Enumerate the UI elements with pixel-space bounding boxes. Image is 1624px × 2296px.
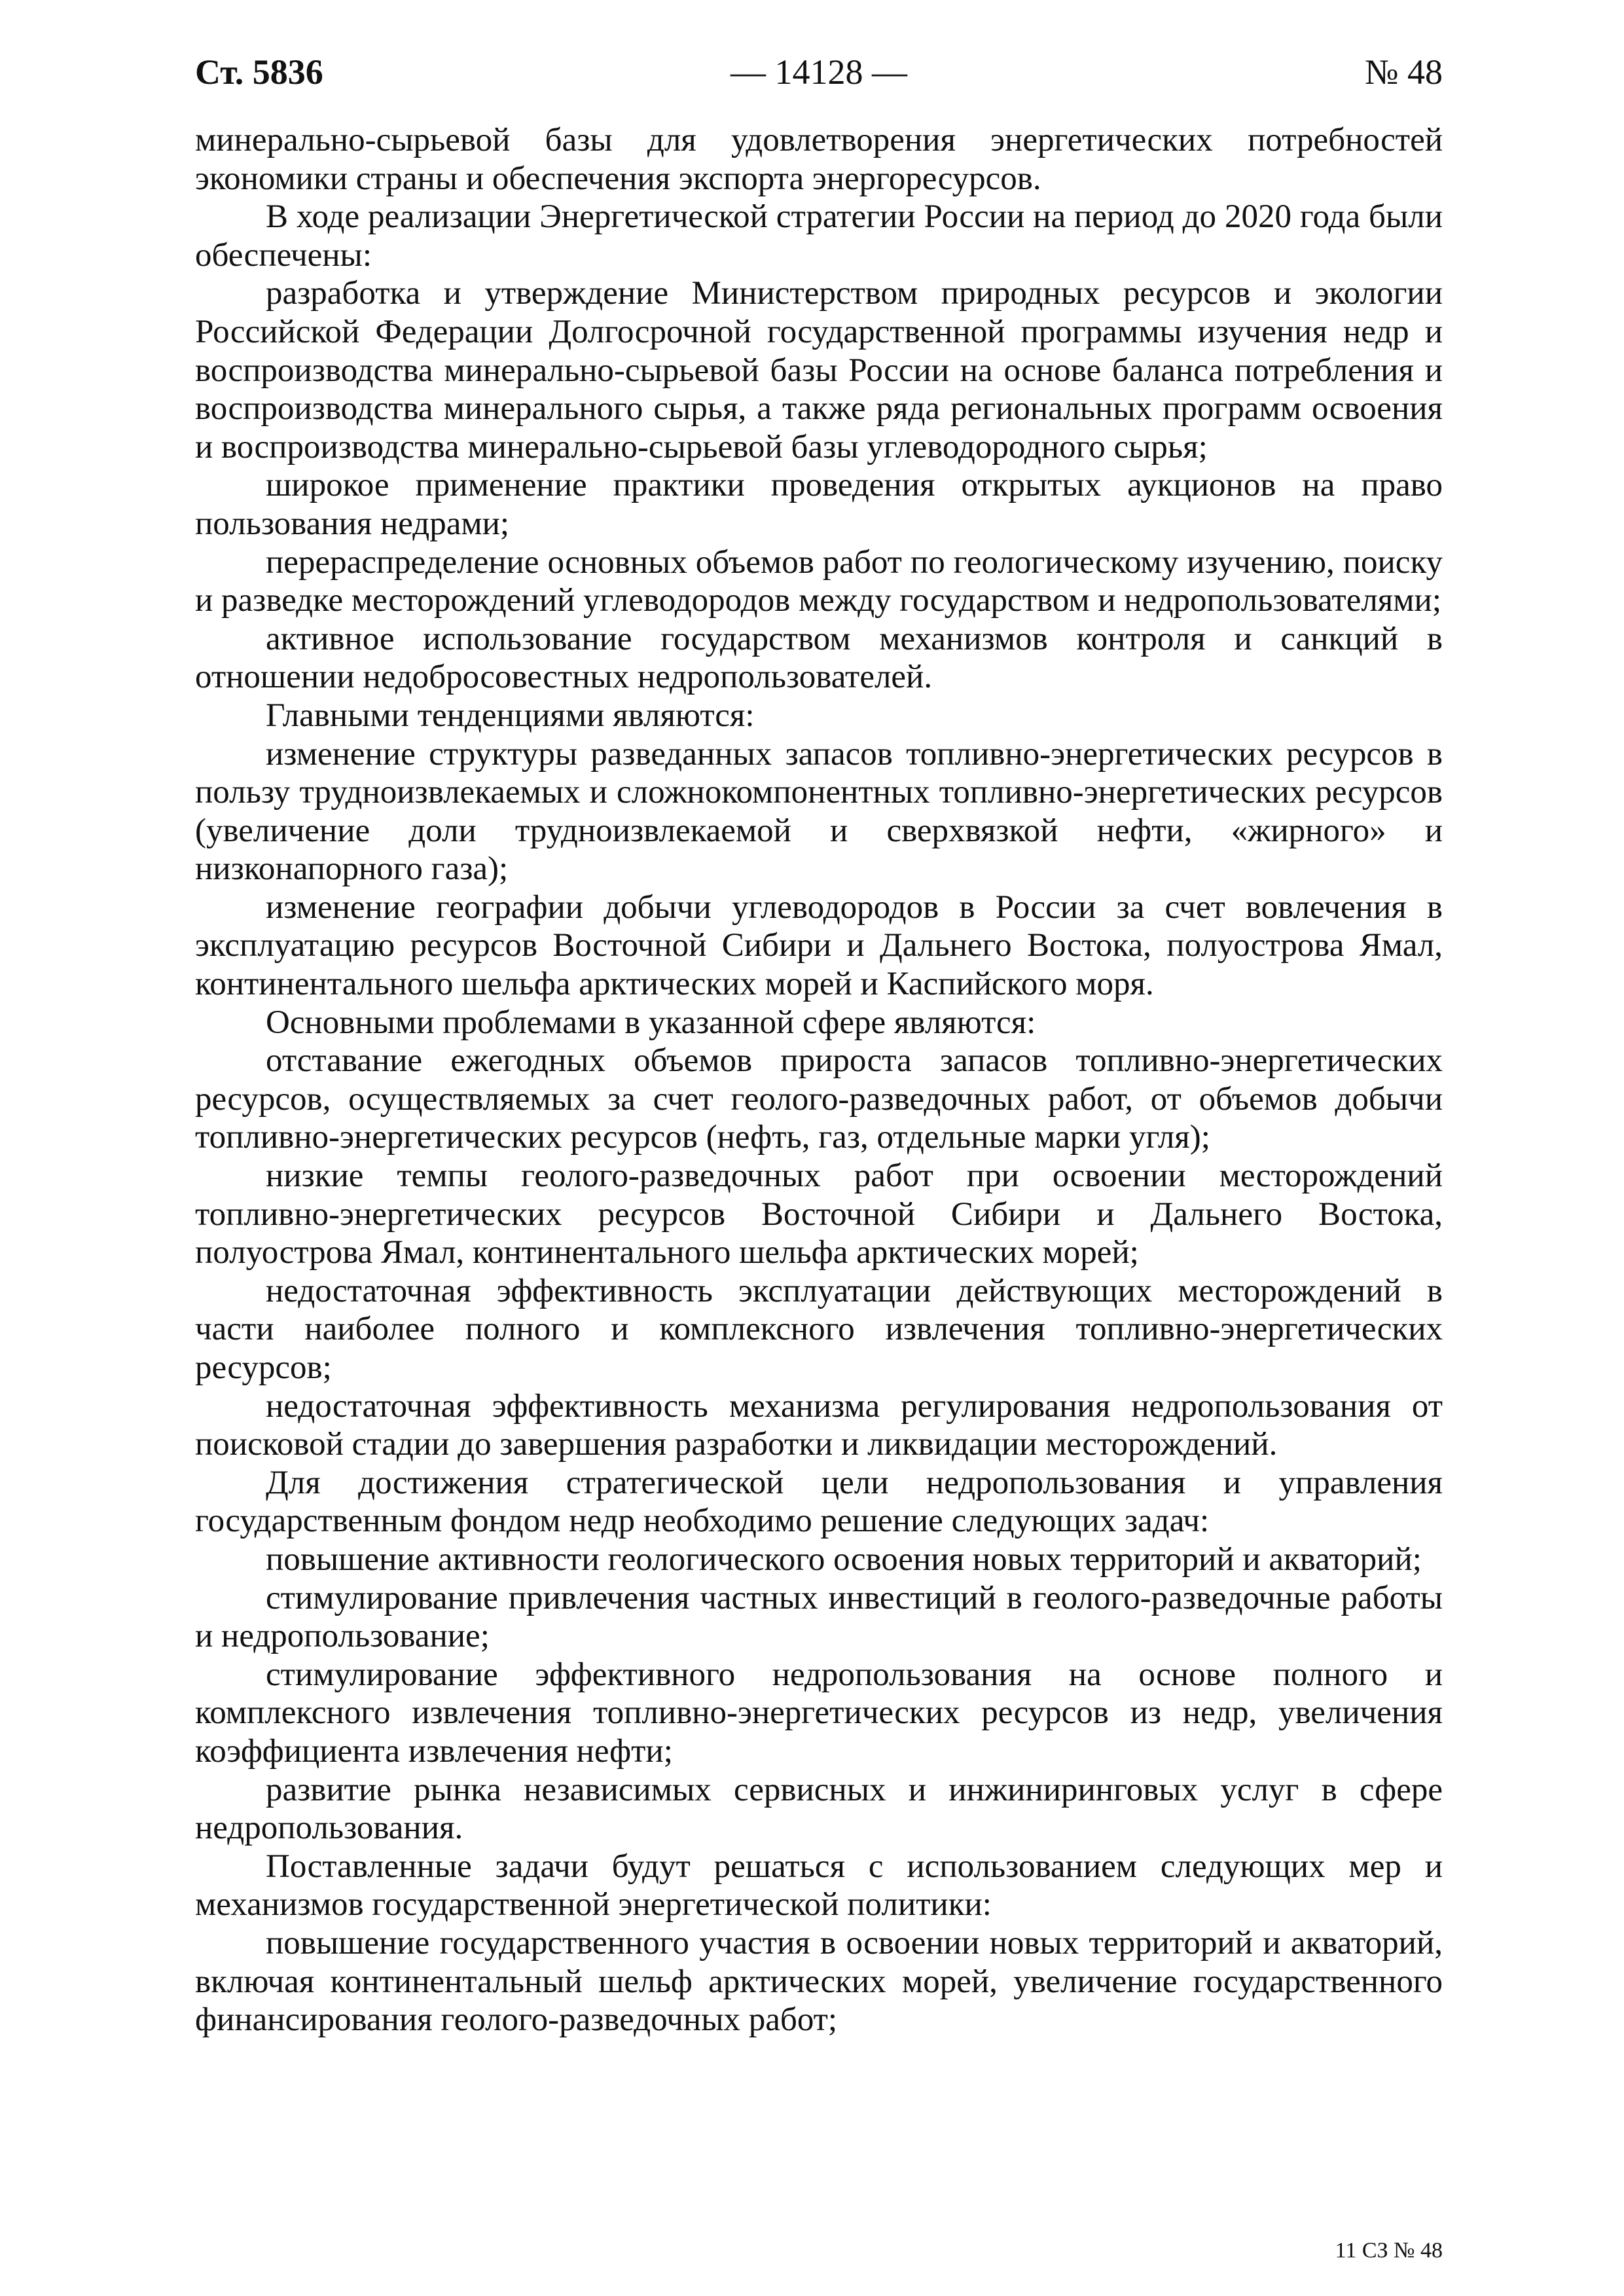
issue-number: № 48 — [1364, 52, 1443, 92]
paragraph: повышение государственного участия в освоении новых территорий и акваторий, включая континентальный шельф арктических морей, увеличение государственного финансирования геолого-разведочных работ; — [195, 1924, 1443, 2039]
paragraph: недостаточная эффективность эксплуатации действующих месторождений в части наиболее полного и комплексного извлечения топливно-энергетических ресурсов; — [195, 1272, 1443, 1386]
paragraph: изменение географии добычи углеводородов в России за счет вовлечения в эксплуатацию ресурсов Восточной Сибири и Дальнего Востока, полуострова Ямал, континентального шельфа арктических морей и Каспийского моря. — [195, 888, 1443, 1003]
page-number: — 14128 — — [731, 52, 907, 92]
paragraph: минерально-сырьевой базы для удовлетворения энергетических потребностей экономики страны и обеспечения экспорта энергоресурсов. — [195, 122, 1443, 197]
paragraph: развитие рынка независимых сервисных и инжиниринговых услуг в сфере недропользования. — [195, 1771, 1443, 1847]
paragraph: разработка и утверждение Министерством природных ресурсов и экологии Российской Федерации Долгосрочной государственной программы изучения недр и воспроизводства минерально-сырьевой базы России на основе баланса потребления и воспроизводства минерального сырья, а также ряда региональных программ освоения и воспроизводства минерально-сырьевой базы углеводородного сырья; — [195, 275, 1443, 465]
paragraph: низкие темпы геолого-разведочных работ при освоении месторождений топливно-энергетических ресурсов Восточной Сибири и Дальнего Востока, полуострова Ямал, континентального шельфа арктических морей; — [195, 1157, 1443, 1271]
paragraph: Главными тенденциями являются: — [266, 697, 755, 734]
page-header — [195, 46, 1443, 98]
paragraph: перераспределение основных объемов работ по геологическому изучению, поиску и разведке месторождений углеводородов между государством и недропользователями; — [195, 543, 1443, 619]
article-number: Ст. 5836 — [195, 52, 323, 92]
paragraph: недостаточная эффективность механизма регулирования недропользования от поисковой стадии до завершения разработки и ликвидации месторождений. — [195, 1387, 1443, 1463]
paragraph: стимулирование привлечения частных инвестиций в геолого-разведочные работы и недропользование; — [195, 1579, 1443, 1655]
paragraph: стимулирование эффективного недропользования на основе полного и комплексного извлечения топливно-энергетических ресурсов из недр, увеличения коэффициента извлечения нефти; — [195, 1656, 1443, 1770]
paragraph: широкое применение практики проведения открытых аукционов на право пользования недрами; — [195, 467, 1443, 542]
paragraph: отставание ежегодных объемов прироста запасов топливно-энергетических ресурсов, осуществляемых за счет геолого-разведочных работ, от объемов добычи топливно-энергетических ресурсов (нефть, газ, отдельные марки угля); — [195, 1042, 1443, 1156]
paragraph: Поставленные задачи будут решаться с использованием следующих мер и механизмов государственной энергетической политики: — [195, 1848, 1443, 1923]
paragraph: В ходе реализации Энергетической стратегии России на период до 2020 года были обеспечены: — [195, 198, 1443, 274]
document-body — [195, 121, 1443, 2039]
paragraph: Для достижения стратегической цели недропользования и управления государственным фондом недр необходимо решение следующих задач: — [195, 1464, 1443, 1540]
paragraph: повышение активности геологического освоения новых территорий и акваторий; — [266, 1540, 1422, 1578]
paragraph: активное использование государством механизмов контроля и санкций в отношении недобросовестных недропользователей. — [195, 620, 1443, 696]
signature-mark: 11 СЗ № 48 — [1335, 2238, 1443, 2263]
paragraph: изменение структуры разведанных запасов топливно-энергетических ресурсов в пользу трудноизвлекаемых и сложнокомпонентных топливно-энергетических ресурсов (увеличение доли трудноизвлекаемой и сверхвязкой нефти, «жирного» и низконапорного газа); — [195, 735, 1443, 888]
paragraph: Основными проблемами в указанной сфере являются: — [266, 1004, 1036, 1041]
